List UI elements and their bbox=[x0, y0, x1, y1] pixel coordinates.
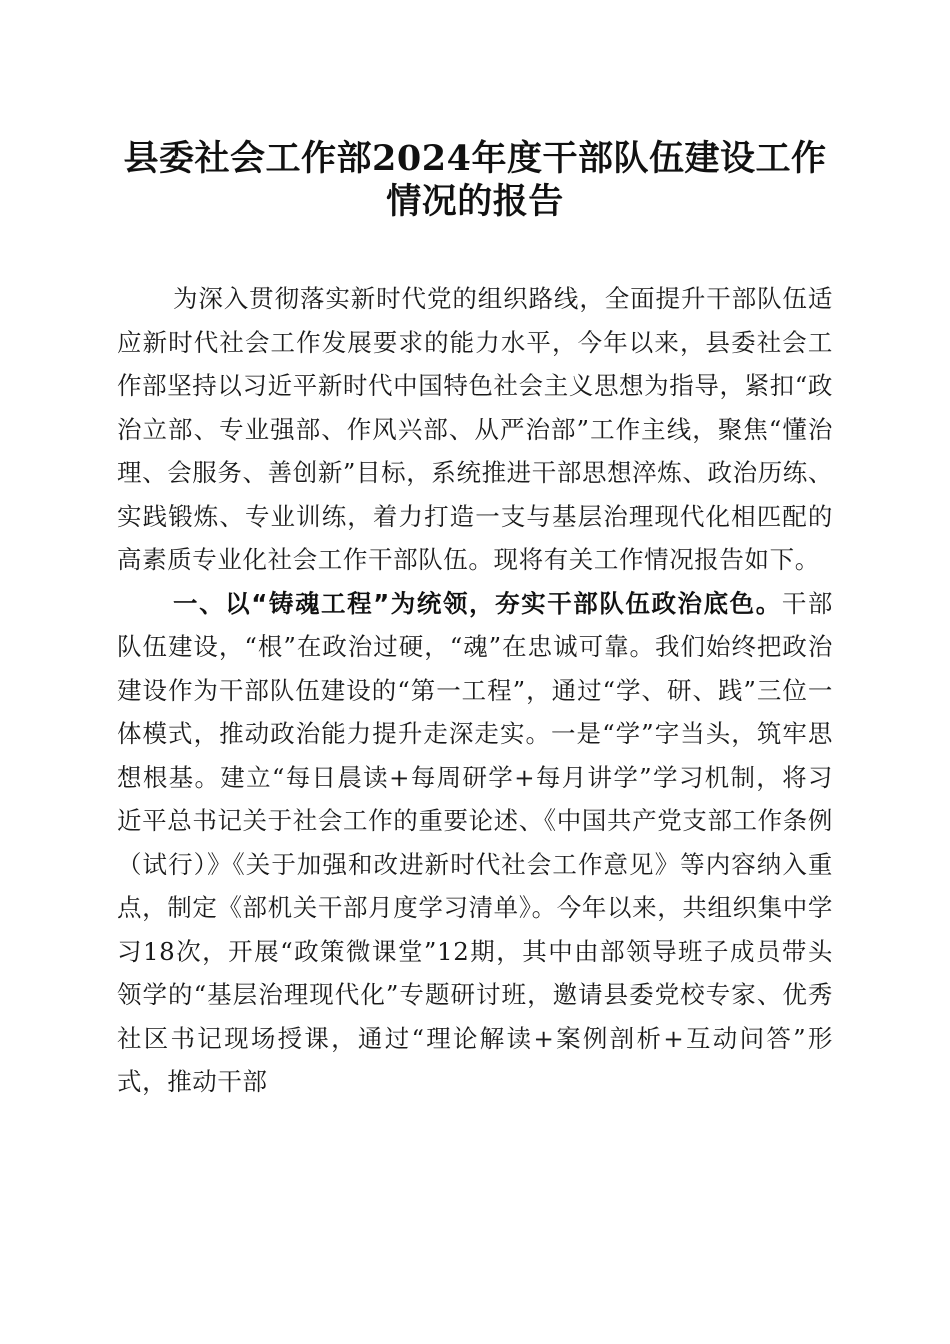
section-1-paragraph bbox=[117, 582, 833, 1104]
document-body bbox=[117, 277, 833, 1104]
title-line-1: 县委社会工作部2024年度干部队伍建设工作 bbox=[123, 138, 827, 179]
intro-paragraph: 为深入贯彻落实新时代党的组织路线，全面提升干部队伍适应新时代社会工作发展要求的能力水平，今年以来，县委社会工作部坚持以习近平新时代中国特色社会主义思想为指导，紧扣“政治立部、专业强部、作风兴部、从严治部”工作主线，聚焦“懂治理、会服务、善创新”目标，系统推进干部思想淬炼、政治历练、实践锻炼、专业训练，着力打造一支与基层治理现代化相匹配的高素质专业化社会工作干部队伍。现将有关工作情况报告如下。 bbox=[117, 284, 833, 574]
section-1-body: 干部队伍建设，“根”在政治过硬，“魂”在忠诚可靠。我们始终把政治建设作为干部队伍建设的“第一工程”，通过“学、研、践”三位一体模式，推动政治能力提升走深走实。一是“学”字当头，筑牢思想根基。建立“每日晨读+每周研学+每月讲学”学习机制，将习近平总书记关于社会工作的重要论述、《中国共产党支部工作条例（试行）》《关于加强和改进新时代社会工作意见》等内容纳入重点，制定《部机关干部月度学习清单》。今年以来，共组织集中学习18次，开展“政策微课堂”12期，其中由部领导班子成员带头领学的“基层治理现代化”专题研讨班，邀请县委党校专家、优秀社区书记现场授课，通过“理论解读+案例剖析+互动问答”形式，推动干部 bbox=[117, 588, 833, 1096]
title-line-2: 情况的报告 bbox=[386, 181, 564, 222]
section-1-heading: 一、以“铸魂工程”为统领，夯实干部队伍政治底色。 bbox=[173, 588, 782, 618]
document-title bbox=[100, 137, 850, 223]
